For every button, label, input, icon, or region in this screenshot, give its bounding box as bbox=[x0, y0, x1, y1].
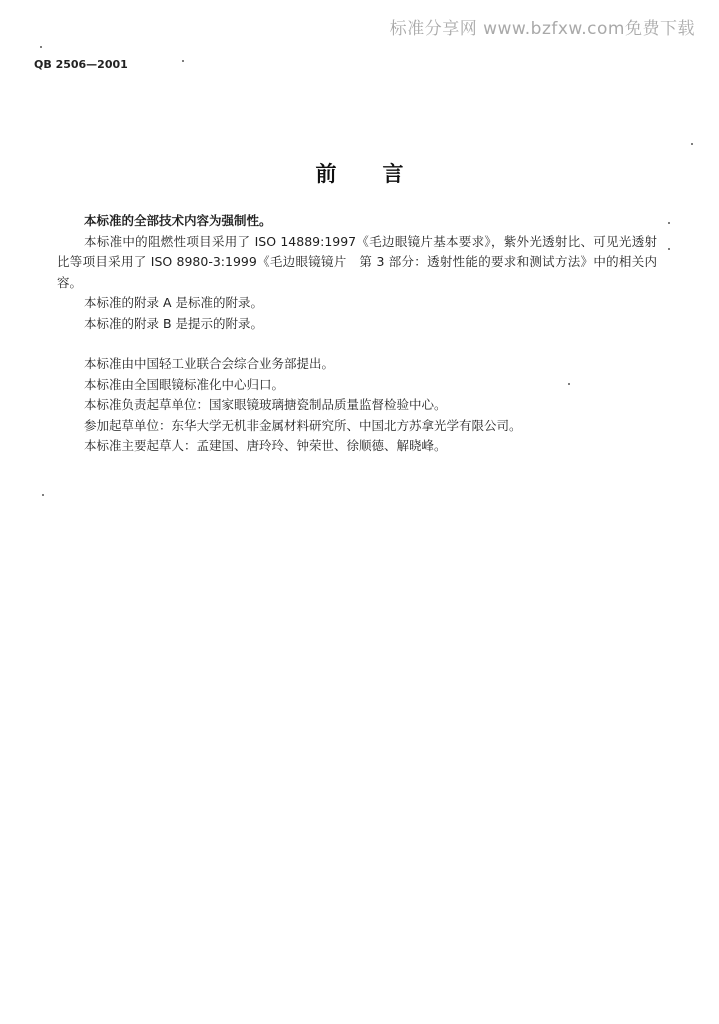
paragraph-participating-units: 参加起草单位：东华大学无机非金属材料研究所、中国北方苏拿光学有限公司。 bbox=[84, 417, 522, 433]
paragraph-spacer bbox=[57, 334, 657, 354]
scan-speck bbox=[182, 60, 184, 62]
scan-speck bbox=[42, 494, 44, 496]
paragraph-proposer: 本标准由中国轻工业联合会综合业务部提出。 bbox=[84, 356, 335, 371]
preface-body bbox=[57, 211, 657, 457]
scan-speck bbox=[668, 248, 670, 250]
paragraph-appendix-b: 本标准的附录 B 是提示的附录。 bbox=[84, 315, 264, 331]
paragraph-mandatory: 本标准的全部技术内容为强制性。 bbox=[84, 213, 272, 228]
paragraph-drafting-unit: 本标准负责起草单位：国家眼镜玻璃搪瓷制品质量监督检验中心。 bbox=[84, 397, 447, 412]
scan-speck bbox=[568, 383, 570, 385]
paragraph-centralized: 本标准由全国眼镜标准化中心归口。 bbox=[84, 376, 285, 392]
scan-speck bbox=[40, 46, 42, 48]
paragraph-drafters: 本标准主要起草人：孟建国、唐玲玲、钟荣世、徐顺德、解晓峰。 bbox=[84, 438, 447, 453]
page-title: 前言 bbox=[315, 161, 450, 186]
standard-code: QB 2506—2001 bbox=[34, 58, 128, 71]
scan-speck bbox=[691, 143, 693, 145]
scan-speck bbox=[668, 222, 670, 224]
paragraph-adoption: 本标准中的阻燃性项目采用了 ISO 14889:1997《毛边眼镜片基本要求》，紫外光透射比、可见光透射比等项目采用了 ISO 8980-3:1999《毛边眼镜镜片 第 3 部分：透射性能的要求和测试方法》中的相关内容。 bbox=[57, 233, 657, 290]
watermark-text: 标准分享网 www.bzfxw.com免费下载 bbox=[389, 19, 695, 39]
paragraph-appendix-a: 本标准的附录 A 是标准的附录。 bbox=[84, 295, 263, 310]
